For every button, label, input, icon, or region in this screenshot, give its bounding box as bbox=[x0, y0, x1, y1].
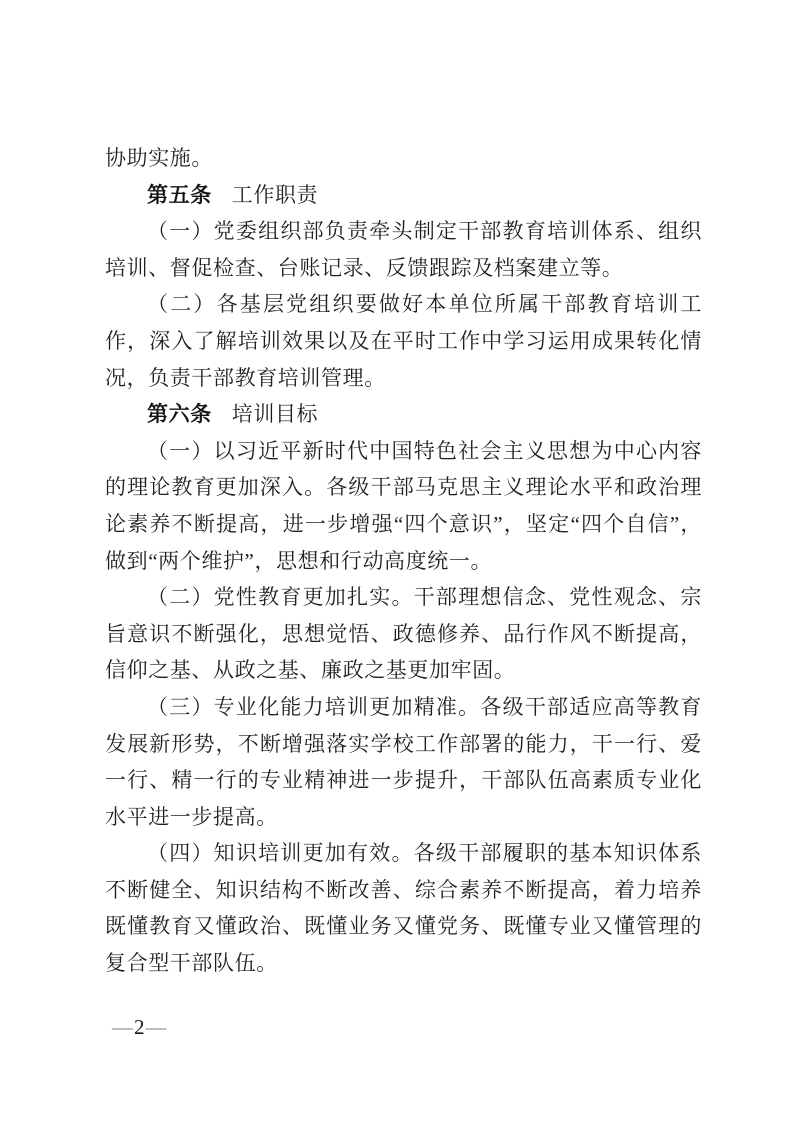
article-5-heading bbox=[105, 177, 702, 214]
paragraph-article5-item2: （二）各基层党组织要做好本单位所属干部教育培训工作，深入了解培训效果以及在平时工作中学习运用成果转化情况，负责干部教育培训管理。 bbox=[105, 292, 702, 390]
paragraph-article6-item1: （一）以习近平新时代中国特色社会主义思想为中心内容的理论教育更加深入。各级干部马克思主义理论水平和政治理论素养不断提高，进一步增强“四个意识”，坚定“四个自信”，做到“两个维护”，思想和行动高度统一。 bbox=[105, 438, 702, 573]
article-5-number: 第五条 bbox=[147, 182, 212, 207]
document-body bbox=[105, 140, 702, 982]
page-number-dash-right: — bbox=[145, 1015, 167, 1039]
page-number-dash-left: — bbox=[112, 1015, 133, 1039]
paragraph-article6-item2: （二）党性教育更加扎实。干部理想信念、党性观念、宗旨意识不断强化，思想觉悟、政德修养、品行作风不断提高，信仰之基、从政之基、廉政之基更加牢固。 bbox=[105, 585, 702, 683]
paragraph-article5-item1: （一）党委组织部负责牵头制定干部教育培训体系、组织培训、督促检查、台账记录、反馈跟踪及档案建立等。 bbox=[105, 219, 702, 280]
article-6-number: 第六条 bbox=[147, 402, 212, 427]
article-6-title: 培训目标 bbox=[231, 402, 319, 427]
paragraph-continuation: 协助实施。 bbox=[105, 146, 213, 170]
article-6-heading bbox=[105, 396, 702, 433]
paragraph-article6-item3: （三）专业化能力培训更加精准。各级干部适应高等教育发展新形势，不断增强落实学校工作部署的能力，干一行、爱一行、精一行的专业精神进一步提升，干部队伍高素质专业化水平进一步提高。 bbox=[105, 694, 702, 829]
paragraph-article6-item4: （四）知识培训更加有效。各级干部履职的基本知识体系不断健全、知识结构不断改善、综合素养不断提高，着力培养既懂教育又懂政治、既懂业务又懂党务、既懂专业又懂管理的复合型干部队伍。 bbox=[105, 841, 702, 976]
page-number-value: 2 bbox=[134, 1015, 145, 1039]
page-number bbox=[112, 1012, 167, 1042]
article-5-title: 工作职责 bbox=[231, 182, 319, 207]
